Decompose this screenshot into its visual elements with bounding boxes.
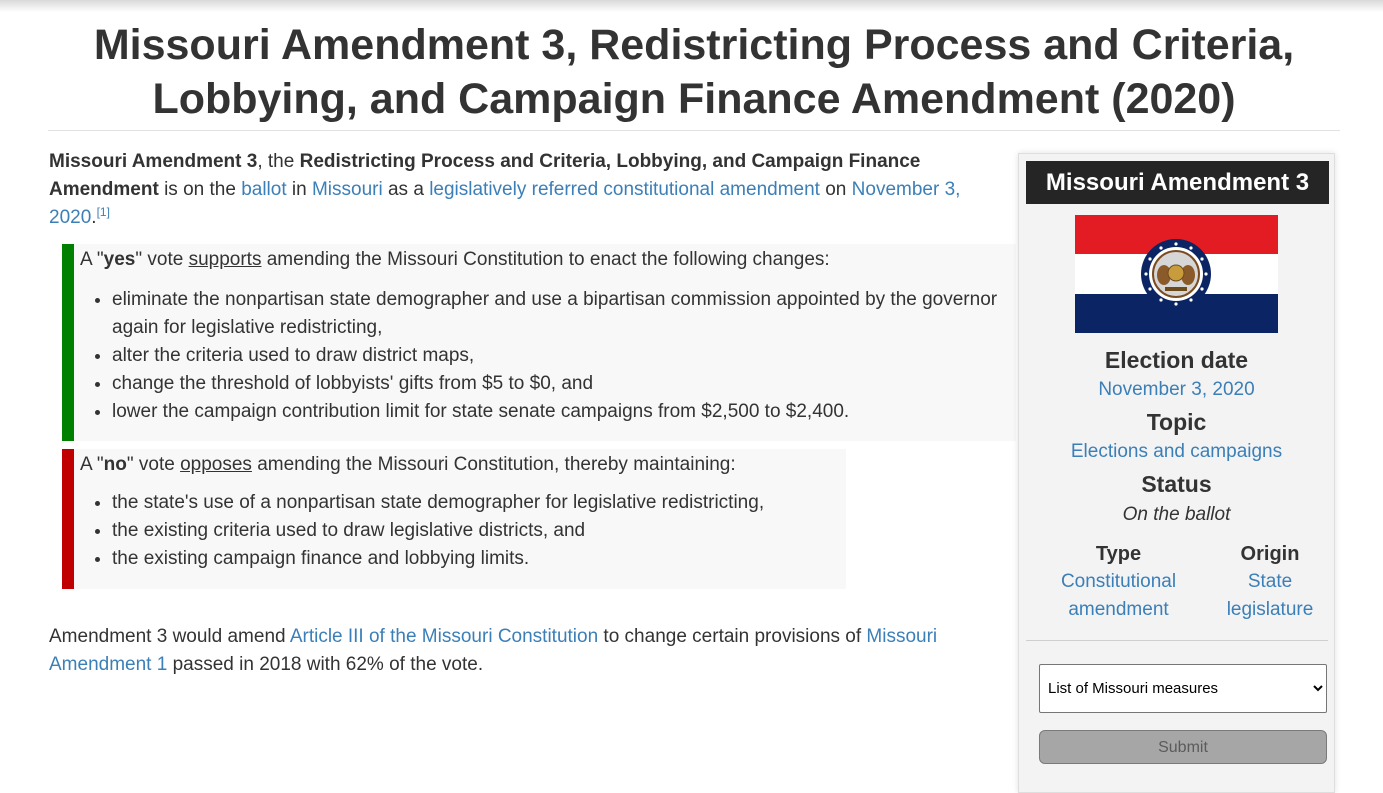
no-maintain-list bbox=[80, 489, 846, 573]
closing-text: Amendment 3 would amend bbox=[49, 626, 290, 647]
origin-label: Origin bbox=[1240, 543, 1300, 565]
status-value: On the ballot bbox=[1122, 504, 1231, 525]
reference-link[interactable]: [1] bbox=[96, 205, 110, 219]
intro-paragraph bbox=[49, 148, 1009, 232]
no-color-bar bbox=[62, 449, 74, 589]
list-item: • lower the campaign contribution limit for state senate campaigns from $2,500 to $2,400. bbox=[112, 398, 1016, 426]
opposes-word: opposes bbox=[180, 454, 252, 475]
topic-value-link[interactable]: Elections and campaigns bbox=[1070, 441, 1283, 462]
list-item: • change the threshold of lobbyists' gifts from $5 to $0, and bbox=[112, 370, 1016, 398]
page-title: Missouri Amendment 3, Redistricting Process and Criteria, Lobbying, and Campaign Finance Amendment (2020) bbox=[48, 18, 1340, 131]
list-item: • the existing criteria used to draw legislative districts, and bbox=[112, 517, 846, 545]
intro-text: , the bbox=[257, 151, 300, 172]
list-item: • eliminate the nonpartisan state demographer and use a bipartisan commission appointed by the governor again for legislative redistricting, bbox=[112, 286, 1016, 342]
election-date-link[interactable]: November 3, 2020 bbox=[49, 179, 961, 228]
topic-label: Topic bbox=[1146, 409, 1207, 435]
ballot-link[interactable]: ballot bbox=[241, 179, 287, 200]
type-value-link-line2[interactable]: amendment bbox=[1068, 599, 1169, 620]
type-column bbox=[1037, 540, 1200, 624]
election-date-value-link[interactable]: November 3, 2020 bbox=[1098, 379, 1255, 400]
yes-text: A " bbox=[80, 249, 104, 270]
no-vote-box bbox=[62, 449, 846, 589]
measure-type-link[interactable]: legislatively referred constitutional amendment bbox=[429, 179, 820, 200]
closing-text: to change certain provisions of bbox=[598, 626, 867, 647]
measures-select[interactable] bbox=[1039, 664, 1327, 713]
measure-full-name: Redistricting Process and Criteria, Lobbying, and Campaign Finance Amendment bbox=[49, 151, 921, 200]
no-text: A " bbox=[80, 454, 104, 475]
top-shadow bbox=[0, 0, 1383, 12]
missouri-link[interactable]: Missouri bbox=[311, 179, 383, 200]
origin-value-link-line1[interactable]: State bbox=[1247, 571, 1293, 592]
no-word: no bbox=[103, 454, 127, 475]
measure-name: Missouri Amendment 3 bbox=[49, 151, 258, 172]
list-item: • the state's use of a nonpartisan state demographer for legislative redistricting, bbox=[112, 489, 846, 517]
yes-color-bar bbox=[62, 244, 74, 441]
no-text: amending the Missouri Constitution, thereby maintaining: bbox=[251, 454, 736, 475]
amendment-1-link[interactable]: Missouri Amendment 1 bbox=[49, 626, 938, 675]
origin-value-link-line2[interactable]: legislature bbox=[1226, 599, 1314, 620]
article-iii-link[interactable]: Article III of the Missouri Constitution bbox=[289, 626, 599, 647]
intro-text: as a bbox=[382, 179, 430, 200]
closing-text: passed in 2018 with 62% of the vote. bbox=[167, 654, 484, 675]
supports-word: supports bbox=[188, 249, 262, 270]
intro-text: on bbox=[819, 179, 852, 200]
yes-change-list bbox=[80, 286, 1016, 426]
intro-text: . bbox=[91, 207, 97, 228]
closing-paragraph bbox=[49, 623, 1009, 679]
type-label: Type bbox=[1095, 543, 1142, 565]
submit-button[interactable]: Submit bbox=[1039, 730, 1327, 764]
yes-text: amending the Missouri Constitution to enact the following changes: bbox=[261, 249, 830, 270]
type-value-link-line1[interactable]: Constitutional bbox=[1060, 571, 1177, 592]
no-text: " vote bbox=[126, 454, 181, 475]
origin-column bbox=[1215, 540, 1325, 624]
status-label: Status bbox=[1141, 471, 1212, 497]
infobox-title: Missouri Amendment 3 bbox=[1026, 161, 1329, 204]
yes-word: yes bbox=[103, 249, 136, 270]
election-date-label: Election date bbox=[1104, 347, 1249, 373]
infobox-divider bbox=[1026, 640, 1328, 641]
yes-vote-box bbox=[62, 244, 1016, 441]
intro-text: is on the bbox=[158, 179, 242, 200]
infobox bbox=[1018, 153, 1335, 793]
list-item: • the existing campaign finance and lobbying limits. bbox=[112, 545, 846, 573]
yes-text: " vote bbox=[135, 249, 189, 270]
intro-text: in bbox=[286, 179, 312, 200]
missouri-flag-icon bbox=[1075, 215, 1278, 333]
list-item: • alter the criteria used to draw district maps, bbox=[112, 342, 1016, 370]
